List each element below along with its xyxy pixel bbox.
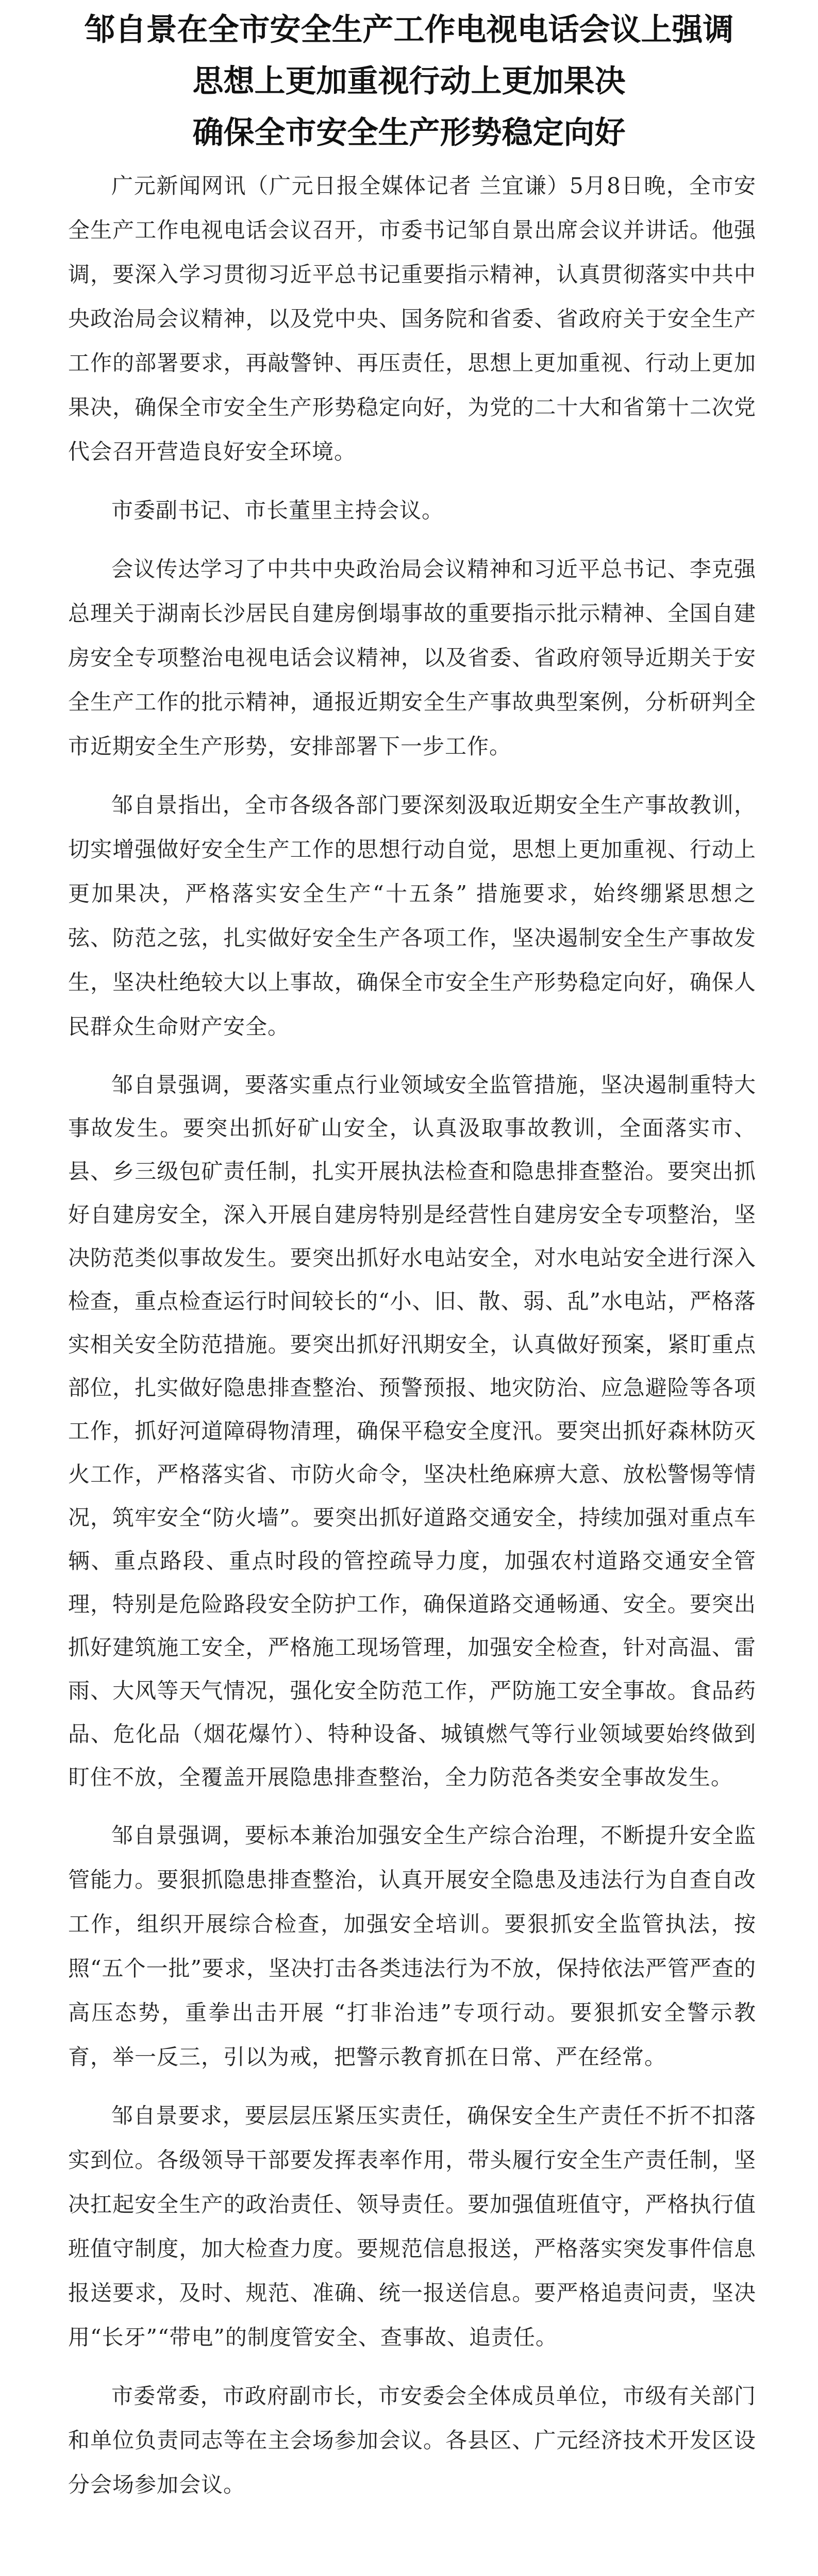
article-paragraph-comprehensive-governance: 邹自景强调，要标本兼治加强安全生产综合治理，不断提升安全监管能力。要狠抓隐患排查整治，认真开展安全隐患及违法行为自查自改工作，组织开展综合检查，加强安全培训。要狠抓安全监管执法，按照“五个一批”要求，坚决打击各类违法行为不放，保持依法严管严查的高压态势，重拳出击开展 “打非治违”专项行动。要狠抓安全警示教育，举一反三，引以为戒，把警示教育抓在日常、严在经常。	[68, 1823, 756, 2070]
article-paragraph-key-industries: 邹自景强调，要落实重点行业领域安全监管措施，坚决遏制重特大事故发生。要突出抓好矿山安全，认真汲取事故教训，全面落实市、县、乡三级包矿责任制，扎实开展执法检查和隐患排查整治。要突出抓好自建房安全，深入开展自建房特别是经营性自建房安全专项整治，坚决防范类似事故发生。要突出抓好水电站安全，对水电站安全进行深入检查，重点检查运行时间较长的“小、旧、散、弱、乱”水电站，严格落实相关安全防范措施。要突出抓好汛期安全，认真做好预案，紧盯重点部位，扎实做好隐患排查整治、预警预报、地灾防治、应急避险等各项工作，抓好河道障碍物清理，确保平稳安全度汛。要突出抓好森林防灭火工作，严格落实省、市防火命令，坚决杜绝麻痹大意、放松警惕等情况，筑牢安全“防火墙”。要突出抓好道路交通安全，持续加强对重点车辆、重点路段、重点时段的管控疏导力度，加强农村道路交通安全管理，特别是危险路段安全防护工作，确保道路交通畅通、安全。要突出抓好建筑施工安全，严格施工现场管理，加强安全检查，针对高温、雷雨、大风等天气情况，强化安全防范工作，严防施工安全事故。食品药品、危化品（烟花爆竹）、特种设备、城镇燃气等行业领域要始终做到盯住不放，全覆盖开展隐患排查整治，全力防范各类安全事故发生。	[68, 1072, 756, 1790]
article-body	[68, 164, 756, 2521]
article-paragraph-meeting-content: 会议传达学习了中共中央政治局会议精神和习近平总书记、李克强总理关于湖南长沙居民自建房倒塌事故的重要指示批示精神、全国自建房安全专项整治电视电话会议精神，以及省委、省政府领导近期关于安全生产工作的批示精神，通报近期安全生产事故典型案例，分析研判全市近期安全生产形势，安排部署下一步工作。	[68, 556, 756, 759]
article-paragraph-host: 市委副书记、市长董里主持会议。	[111, 498, 444, 523]
headline-line-2: 思想上更加重视行动上更加果决	[192, 63, 626, 99]
article-paragraph-responsibility: 邹自景要求，要层层压紧压实责任，确保安全生产责任不折不扣落实到位。各级领导干部要发挥表率作用，带头履行安全生产责任制，坚决扛起安全生产的政治责任、领导责任。要加强值班值守，严格执行值班值守制度，加大检查力度。要规范信息报送，严格落实突发事件信息报送要求，及时、规范、准确、统一报送信息。要严格追责问责，坚决用“长牙”“带电”的制度管安全、查事故、追责任。	[68, 2103, 756, 2350]
article-paragraph-pointed-out: 邹自景指出，全市各级各部门要深刻汲取近期安全生产事故教训，切实增强做好安全生产工作的思想行动自觉，思想上更加重视、行动上更加果决，严格落实安全生产“十五条” 措施要求，始终绷紧思想之弦、防范之弦，扎实做好安全生产各项工作，坚决遏制安全生产事故发生，坚决杜绝较大以上事故，确保全市安全生产形势稳定向好，确保人民群众生命财产安全。	[68, 792, 756, 1039]
article-paragraph-lead: 广元新闻网讯（广元日报全媒体记者 兰宜谦）5月8日晚，全市安全生产工作电视电话会议召开，市委书记邹自景出席会议并讲话。他强调，要深入学习贯彻习近平总书记重要指示精神，认真贯彻落实中共中央政治局会议精神，以及党中央、国务院和省委、省政府关于安全生产工作的部署要求，再敲警钟、再压责任，思想上更加重视、行动上更加果决，确保全市安全生产形势稳定向好，为党的二十大和省第十二次党代会召开营造良好安全环境。	[68, 173, 756, 464]
article-paragraph-attendees: 市委常委，市政府副市长，市安委会全体成员单位，市级有关部门和单位负责同志等在主会场参加会议。各县区、广元经济技术开发区设分会场参加会议。	[68, 2383, 756, 2497]
headline-line-3: 确保全市安全生产形势稳定向好	[192, 115, 626, 151]
headline-line-1: 邹自景在全市安全生产工作电视电话会议上强调	[84, 12, 734, 48]
